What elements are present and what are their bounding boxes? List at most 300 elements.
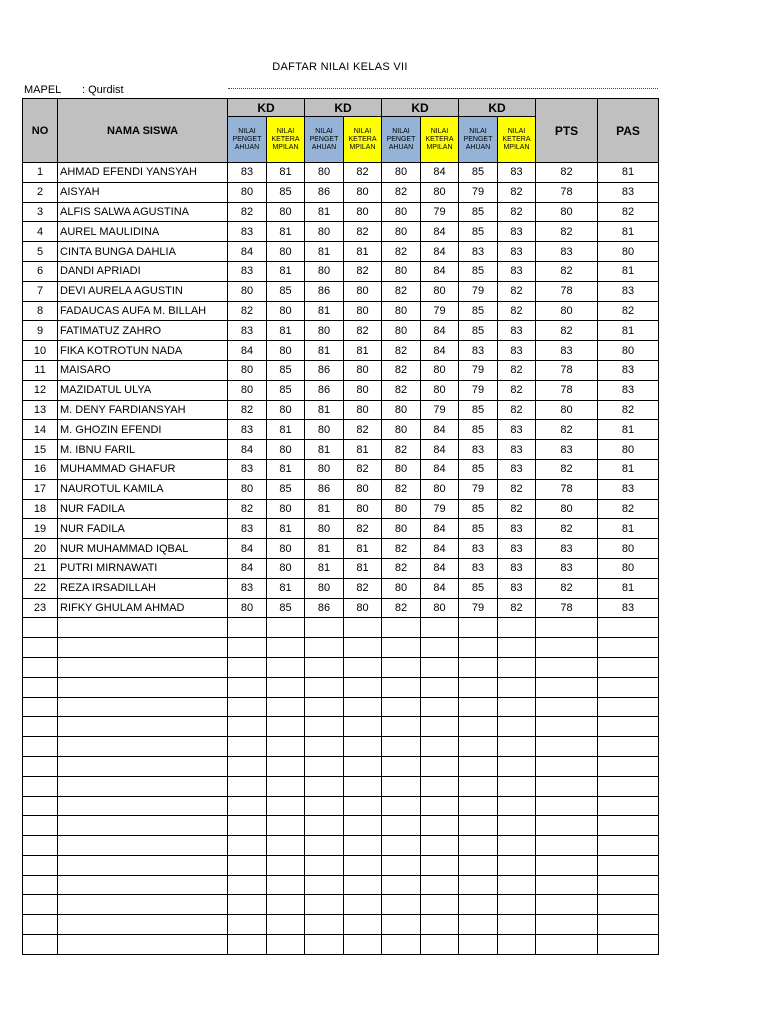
empty-cell [598,796,659,816]
empty-cell [498,875,536,895]
cell-kd4-pengetahuan: 79 [459,182,498,202]
cell-kd3-keterampilan: 80 [421,281,459,301]
empty-cell [459,875,498,895]
cell-no: 6 [23,261,58,281]
empty-cell [58,776,228,796]
empty-cell [23,935,58,955]
empty-cell [598,915,659,935]
student-row [23,499,659,519]
cell-kd1-pengetahuan: 84 [228,242,267,262]
cell-kd4-keterampilan: 83 [498,539,536,559]
cell-kd3-keterampilan: 84 [421,420,459,440]
cell-kd1-keterampilan: 80 [267,499,305,519]
empty-cell [498,618,536,638]
cell-student-name: FADAUCAS AUFA M. BILLAH [58,301,228,321]
empty-cell [598,677,659,697]
subject-label: MAPEL [24,84,62,96]
empty-cell [382,895,421,915]
empty-cell [598,756,659,776]
empty-cell [536,677,598,697]
cell-pas: 82 [598,202,659,222]
student-row [23,519,659,539]
cell-kd1-keterampilan: 85 [267,380,305,400]
empty-cell [305,697,344,717]
cell-kd2-keterampilan: 80 [344,479,382,499]
empty-cell [536,855,598,875]
cell-kd4-keterampilan: 83 [498,321,536,341]
cell-kd3-keterampilan: 79 [421,301,459,321]
cell-kd1-pengetahuan: 83 [228,321,267,341]
empty-cell [344,618,382,638]
empty-cell [536,717,598,737]
empty-cell [58,855,228,875]
cell-kd2-keterampilan: 82 [344,459,382,479]
cell-kd1-pengetahuan: 83 [228,261,267,281]
header-pas: PAS [598,99,659,163]
cell-student-name: M. GHOZIN EFENDI [58,420,228,440]
empty-cell [23,895,58,915]
cell-no: 19 [23,519,58,539]
empty-cell [228,677,267,697]
cell-kd4-pengetahuan: 85 [459,459,498,479]
empty-cell [58,756,228,776]
cell-no: 3 [23,202,58,222]
empty-cell [498,697,536,717]
cell-kd4-keterampilan: 82 [498,281,536,301]
cell-kd4-pengetahuan: 79 [459,360,498,380]
cell-kd1-pengetahuan: 83 [228,420,267,440]
cell-kd2-pengetahuan: 80 [305,459,344,479]
empty-cell [498,895,536,915]
empty-cell [536,618,598,638]
cell-student-name: DANDI APRIADI [58,261,228,281]
student-row [23,301,659,321]
empty-cell [23,855,58,875]
cell-student-name: MUHAMMAD GHAFUR [58,459,228,479]
empty-cell [228,915,267,935]
empty-cell [305,717,344,737]
cell-kd4-keterampilan: 83 [498,440,536,460]
cell-pas: 81 [598,519,659,539]
empty-cell [459,796,498,816]
empty-cell [305,816,344,836]
cell-kd2-pengetahuan: 81 [305,440,344,460]
empty-cell [421,638,459,658]
cell-kd3-pengetahuan: 82 [382,242,421,262]
cell-kd1-pengetahuan: 80 [228,182,267,202]
empty-cell [498,855,536,875]
cell-no: 21 [23,558,58,578]
empty-cell [23,717,58,737]
cell-kd2-keterampilan: 80 [344,400,382,420]
empty-row [23,796,659,816]
cell-no: 9 [23,321,58,341]
student-row [23,558,659,578]
cell-kd1-pengetahuan: 82 [228,301,267,321]
cell-student-name: PUTRI MIRNAWATI [58,558,228,578]
empty-cell [228,875,267,895]
cell-kd4-keterampilan: 82 [498,400,536,420]
student-row [23,182,659,202]
empty-cell [267,895,305,915]
empty-cell [536,836,598,856]
cell-student-name: FATIMATUZ ZAHRO [58,321,228,341]
cell-kd3-keterampilan: 80 [421,598,459,618]
student-row [23,598,659,618]
cell-student-name: AUREL MAULIDINA [58,222,228,242]
cell-pts: 82 [536,222,598,242]
cell-kd4-keterampilan: 83 [498,420,536,440]
header-nilai-keterampilan: NILAI KETERA MPILAN [344,117,382,163]
empty-cell [267,638,305,658]
empty-row [23,717,659,737]
empty-cell [498,776,536,796]
empty-cell [536,895,598,915]
cell-pas: 83 [598,360,659,380]
empty-cell [421,935,459,955]
dotted-fill-line [228,84,658,89]
empty-cell [459,816,498,836]
cell-pas: 80 [598,558,659,578]
cell-kd1-pengetahuan: 80 [228,281,267,301]
empty-cell [382,915,421,935]
empty-cell [23,737,58,757]
cell-kd1-pengetahuan: 83 [228,163,267,183]
cell-pts: 82 [536,163,598,183]
header-kd-1: KD [228,99,305,117]
cell-kd2-keterampilan: 80 [344,301,382,321]
cell-no: 1 [23,163,58,183]
cell-kd4-pengetahuan: 85 [459,499,498,519]
empty-row [23,895,659,915]
cell-kd2-pengetahuan: 80 [305,321,344,341]
cell-pas: 81 [598,459,659,479]
cell-pts: 78 [536,360,598,380]
empty-cell [267,855,305,875]
empty-cell [344,717,382,737]
cell-pas: 83 [598,598,659,618]
cell-kd1-pengetahuan: 82 [228,499,267,519]
empty-cell [498,638,536,658]
cell-kd3-pengetahuan: 80 [382,400,421,420]
empty-cell [459,697,498,717]
cell-no: 22 [23,578,58,598]
cell-no: 7 [23,281,58,301]
cell-kd4-pengetahuan: 85 [459,202,498,222]
cell-pas: 82 [598,499,659,519]
empty-cell [267,816,305,836]
cell-kd2-pengetahuan: 81 [305,539,344,559]
empty-cell [23,796,58,816]
empty-cell [267,737,305,757]
cell-kd2-pengetahuan: 80 [305,261,344,281]
empty-cell [536,697,598,717]
cell-kd3-pengetahuan: 82 [382,380,421,400]
cell-kd4-keterampilan: 83 [498,222,536,242]
empty-row [23,875,659,895]
cell-kd1-keterampilan: 81 [267,459,305,479]
empty-cell [382,717,421,737]
empty-cell [305,935,344,955]
cell-no: 15 [23,440,58,460]
empty-cell [305,657,344,677]
empty-cell [421,756,459,776]
cell-kd2-pengetahuan: 80 [305,163,344,183]
cell-kd4-pengetahuan: 85 [459,400,498,420]
cell-kd2-pengetahuan: 81 [305,301,344,321]
empty-cell [305,796,344,816]
cell-kd1-pengetahuan: 80 [228,479,267,499]
cell-kd1-pengetahuan: 80 [228,380,267,400]
cell-kd1-keterampilan: 81 [267,261,305,281]
cell-kd3-pengetahuan: 80 [382,420,421,440]
student-row [23,261,659,281]
cell-pts: 80 [536,202,598,222]
cell-kd2-keterampilan: 82 [344,519,382,539]
cell-pts: 82 [536,321,598,341]
student-row [23,281,659,301]
cell-pas: 80 [598,539,659,559]
cell-kd1-keterampilan: 80 [267,301,305,321]
cell-kd3-keterampilan: 84 [421,242,459,262]
cell-kd2-keterampilan: 80 [344,281,382,301]
header-kd-3: KD [382,99,459,117]
cell-kd4-pengetahuan: 83 [459,341,498,361]
document-title: DAFTAR NILAI KELAS VII [272,61,408,73]
cell-kd4-pengetahuan: 83 [459,539,498,559]
empty-row [23,855,659,875]
cell-no: 14 [23,420,58,440]
empty-cell [267,618,305,638]
cell-kd4-pengetahuan: 79 [459,380,498,400]
cell-kd4-keterampilan: 83 [498,519,536,539]
empty-cell [598,816,659,836]
student-row [23,202,659,222]
empty-row [23,737,659,757]
empty-row [23,677,659,697]
cell-kd1-pengetahuan: 84 [228,539,267,559]
student-row [23,321,659,341]
cell-pas: 82 [598,301,659,321]
empty-cell [23,816,58,836]
empty-cell [598,875,659,895]
empty-row [23,657,659,677]
cell-kd1-pengetahuan: 84 [228,341,267,361]
empty-cell [459,657,498,677]
cell-kd1-keterampilan: 81 [267,578,305,598]
cell-kd1-keterampilan: 85 [267,281,305,301]
cell-kd3-keterampilan: 84 [421,558,459,578]
empty-cell [536,816,598,836]
cell-kd4-pengetahuan: 85 [459,301,498,321]
cell-student-name: MAISARO [58,360,228,380]
cell-pts: 78 [536,598,598,618]
empty-cell [344,677,382,697]
empty-cell [344,915,382,935]
empty-cell [421,677,459,697]
empty-cell [421,915,459,935]
empty-row [23,935,659,955]
empty-cell [536,935,598,955]
cell-kd2-keterampilan: 80 [344,182,382,202]
grades-body [23,163,659,955]
cell-kd1-keterampilan: 81 [267,321,305,341]
cell-kd3-pengetahuan: 82 [382,360,421,380]
cell-kd4-keterampilan: 83 [498,163,536,183]
empty-cell [23,875,58,895]
header-nilai-pengetahuan: NILAI PENGET AHUAN [305,117,344,163]
empty-cell [598,895,659,915]
cell-kd2-pengetahuan: 86 [305,380,344,400]
cell-student-name: FIKA KOTROTUN NADA [58,341,228,361]
cell-kd3-pengetahuan: 80 [382,222,421,242]
cell-pts: 78 [536,479,598,499]
cell-kd4-keterampilan: 82 [498,598,536,618]
empty-cell [459,836,498,856]
empty-cell [459,756,498,776]
cell-kd3-pengetahuan: 80 [382,163,421,183]
empty-cell [23,776,58,796]
empty-cell [228,855,267,875]
empty-cell [305,875,344,895]
empty-cell [344,657,382,677]
empty-cell [459,737,498,757]
student-row [23,578,659,598]
cell-pts: 78 [536,182,598,202]
empty-cell [58,657,228,677]
cell-kd3-pengetahuan: 80 [382,578,421,598]
cell-kd1-keterampilan: 81 [267,519,305,539]
cell-student-name: MAZIDATUL ULYA [58,380,228,400]
empty-cell [598,737,659,757]
cell-kd2-pengetahuan: 81 [305,341,344,361]
cell-kd1-keterampilan: 80 [267,558,305,578]
student-row [23,400,659,420]
empty-cell [459,776,498,796]
cell-student-name: AISYAH [58,182,228,202]
empty-cell [421,836,459,856]
empty-cell [459,895,498,915]
header-nilai-pengetahuan: NILAI PENGET AHUAN [459,117,498,163]
header-kd-4: KD [459,99,536,117]
cell-student-name: NUR MUHAMMAD IQBAL [58,539,228,559]
empty-cell [344,935,382,955]
empty-cell [305,915,344,935]
cell-kd3-pengetahuan: 80 [382,499,421,519]
cell-kd4-pengetahuan: 85 [459,163,498,183]
empty-cell [382,677,421,697]
empty-cell [498,935,536,955]
empty-cell [58,717,228,737]
empty-cell [421,776,459,796]
cell-kd4-keterampilan: 83 [498,578,536,598]
empty-row [23,915,659,935]
empty-cell [58,796,228,816]
empty-cell [459,618,498,638]
cell-kd1-pengetahuan: 83 [228,519,267,539]
empty-cell [498,717,536,737]
cell-kd4-keterampilan: 83 [498,459,536,479]
cell-pts: 80 [536,400,598,420]
cell-student-name: NAUROTUL KAMILA [58,479,228,499]
student-row [23,459,659,479]
empty-cell [58,875,228,895]
cell-pts: 83 [536,341,598,361]
empty-cell [498,796,536,816]
cell-no: 12 [23,380,58,400]
cell-pas: 83 [598,182,659,202]
empty-cell [598,697,659,717]
cell-kd3-pengetahuan: 80 [382,301,421,321]
cell-pas: 82 [598,400,659,420]
empty-cell [344,737,382,757]
empty-cell [305,677,344,697]
empty-cell [228,816,267,836]
cell-pas: 83 [598,479,659,499]
empty-cell [498,836,536,856]
empty-cell [305,895,344,915]
empty-cell [382,776,421,796]
empty-cell [23,915,58,935]
header-nilai-pengetahuan: NILAI PENGET AHUAN [382,117,421,163]
empty-cell [498,737,536,757]
empty-cell [421,855,459,875]
student-row [23,242,659,262]
cell-no: 11 [23,360,58,380]
cell-kd2-keterampilan: 82 [344,222,382,242]
empty-cell [267,935,305,955]
cell-kd4-pengetahuan: 85 [459,519,498,539]
empty-cell [305,618,344,638]
empty-cell [382,935,421,955]
cell-kd1-keterampilan: 80 [267,341,305,361]
empty-cell [305,836,344,856]
cell-kd1-keterampilan: 80 [267,400,305,420]
empty-cell [382,657,421,677]
empty-cell [58,638,228,658]
cell-kd4-pengetahuan: 79 [459,479,498,499]
cell-kd3-pengetahuan: 82 [382,182,421,202]
empty-row [23,756,659,776]
empty-cell [536,756,598,776]
cell-kd2-pengetahuan: 86 [305,182,344,202]
empty-row [23,697,659,717]
cell-pts: 82 [536,261,598,281]
cell-kd2-pengetahuan: 81 [305,499,344,519]
empty-cell [421,657,459,677]
empty-cell [598,657,659,677]
empty-cell [598,717,659,737]
cell-kd4-pengetahuan: 83 [459,242,498,262]
empty-cell [58,935,228,955]
empty-cell [536,657,598,677]
cell-kd4-pengetahuan: 85 [459,420,498,440]
empty-cell [228,776,267,796]
cell-no: 8 [23,301,58,321]
empty-cell [23,756,58,776]
cell-kd1-pengetahuan: 83 [228,222,267,242]
cell-kd3-pengetahuan: 82 [382,539,421,559]
empty-cell [267,796,305,816]
cell-kd2-keterampilan: 82 [344,163,382,183]
cell-kd1-keterampilan: 80 [267,440,305,460]
cell-kd2-keterampilan: 82 [344,420,382,440]
cell-kd4-keterampilan: 83 [498,261,536,281]
empty-cell [267,756,305,776]
empty-cell [598,776,659,796]
empty-cell [382,697,421,717]
cell-kd2-pengetahuan: 80 [305,420,344,440]
